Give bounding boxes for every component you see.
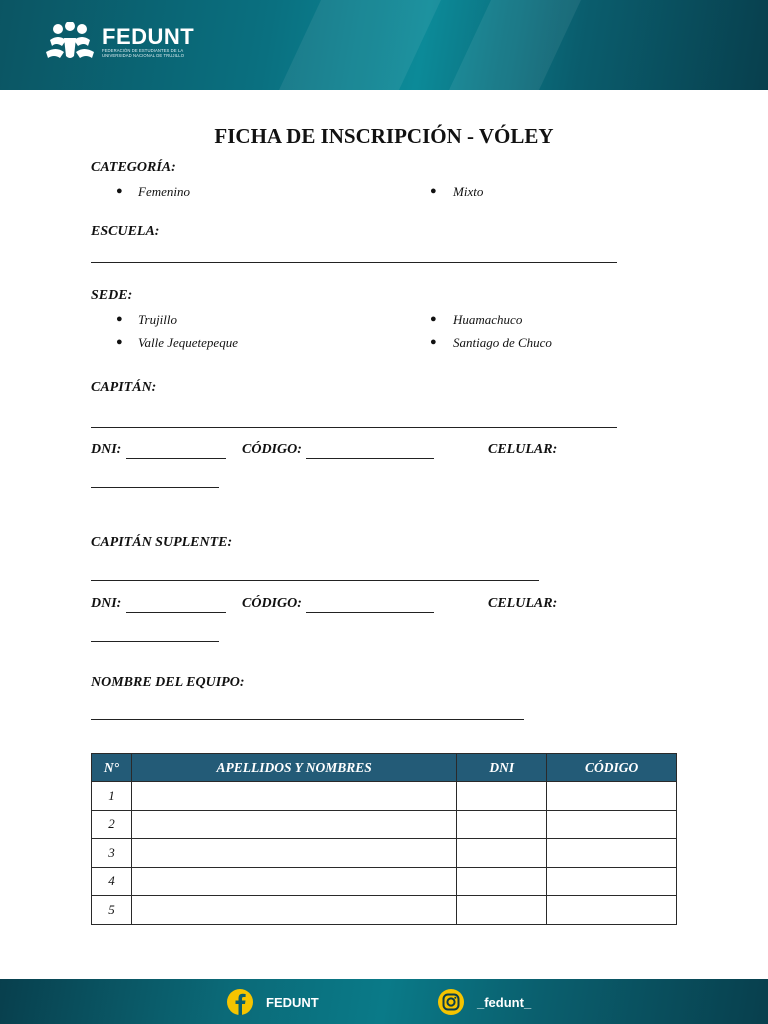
- header-apellidos-nombres: APELLIDOS Y NOMBRES: [131, 754, 456, 782]
- facebook-link[interactable]: [223, 988, 319, 1016]
- sede-label: SEDE:: [91, 288, 133, 303]
- facebook-handle: FEDUNT: [266, 994, 319, 1010]
- fedunt-logo-icon: [44, 22, 96, 62]
- capitan-dni-field[interactable]: [126, 458, 226, 459]
- capitan-dni-label: DNI:: [91, 442, 122, 457]
- name-cell[interactable]: [131, 867, 456, 896]
- table-row: [92, 839, 677, 868]
- dni-cell[interactable]: [457, 896, 547, 925]
- name-cell[interactable]: [131, 896, 456, 925]
- capitan-codigo-label: CÓDIGO:: [242, 442, 302, 457]
- facebook-icon: [223, 988, 257, 1016]
- page-title: FICHA DE INSCRIPCIÓN - VÓLEY: [214, 124, 554, 148]
- categoria-option-femenino[interactable]: Femenino: [138, 184, 190, 199]
- suplente-codigo-field[interactable]: [306, 612, 434, 613]
- logo-subtitle-line2: UNIVERSIDAD NACIONAL DE TRUJILLO: [102, 53, 185, 58]
- codigo-cell[interactable]: [547, 839, 677, 868]
- table-row: [92, 896, 677, 925]
- logo-subtitle-line1: FEDERACIÓN DE ESTUDIANTES DE LA: [102, 48, 184, 53]
- suplente-codigo-label: CÓDIGO:: [242, 596, 302, 611]
- dni-cell[interactable]: [457, 810, 547, 839]
- instagram-handle: _fedunt_: [477, 994, 532, 1010]
- capitan-name-field[interactable]: [91, 427, 617, 428]
- instagram-icon: [434, 988, 468, 1016]
- row-number: 2: [92, 810, 132, 839]
- header-codigo: CÓDIGO: [547, 754, 677, 782]
- escuela-field[interactable]: [91, 262, 617, 263]
- members-table: [91, 753, 677, 925]
- sede-option-trujillo[interactable]: Trujillo: [138, 312, 178, 327]
- capitan-suplente-name-field[interactable]: [91, 580, 539, 581]
- categoria-option-mixto[interactable]: Mixto: [453, 184, 484, 199]
- escuela-label: ESCUELA:: [91, 224, 160, 239]
- row-number: 4: [92, 867, 132, 896]
- codigo-cell[interactable]: [547, 896, 677, 925]
- footer-banner: [0, 979, 768, 1024]
- dni-cell[interactable]: [457, 867, 547, 896]
- capitan-codigo-field[interactable]: [306, 458, 434, 459]
- codigo-cell[interactable]: [547, 782, 677, 811]
- row-number: 3: [92, 839, 132, 868]
- row-number: 1: [92, 782, 132, 811]
- header-decoration: [279, 0, 441, 90]
- logo-name: FEDUNT: [102, 24, 195, 49]
- suplente-dni-field[interactable]: [126, 612, 226, 613]
- table-header-row: [92, 754, 677, 782]
- sede-option-huamachuco[interactable]: Huamachuco: [453, 312, 523, 327]
- fedunt-logo: [44, 22, 194, 62]
- row-number: 5: [92, 896, 132, 925]
- instagram-link[interactable]: [434, 988, 531, 1016]
- suplente-celular-field[interactable]: [91, 641, 219, 642]
- codigo-cell[interactable]: [547, 810, 677, 839]
- suplente-dni-label: DNI:: [91, 596, 122, 611]
- bullet-icon: ●: [116, 336, 123, 348]
- capitan-label: CAPITÁN:: [91, 380, 157, 395]
- bullet-icon: ●: [116, 185, 123, 197]
- capitan-suplente-label: CAPITÁN SUPLENTE:: [91, 535, 233, 550]
- capitan-celular-field[interactable]: [91, 487, 219, 488]
- nombre-equipo-label: NOMBRE DEL EQUIPO:: [91, 675, 245, 690]
- header-banner: [0, 0, 768, 90]
- bullet-icon: ●: [430, 313, 437, 325]
- bullet-icon: ●: [430, 336, 437, 348]
- nombre-equipo-field[interactable]: [91, 719, 524, 720]
- sede-option-valle-jequetepeque[interactable]: Valle Jequetepeque: [138, 335, 238, 350]
- sede-option-santiago-de-chuco[interactable]: Santiago de Chuco: [453, 335, 552, 350]
- capitan-celular-label: CELULAR:: [488, 442, 558, 457]
- table-row: [92, 810, 677, 839]
- bullet-icon: ●: [430, 185, 437, 197]
- name-cell[interactable]: [131, 810, 456, 839]
- dni-cell[interactable]: [457, 782, 547, 811]
- codigo-cell[interactable]: [547, 867, 677, 896]
- categoria-label: CATEGORÍA:: [91, 160, 176, 175]
- table-row: [92, 867, 677, 896]
- suplente-celular-label: CELULAR:: [488, 596, 558, 611]
- table-row: [92, 782, 677, 811]
- header-number: N°: [92, 754, 132, 782]
- header-decoration: [449, 0, 581, 90]
- name-cell[interactable]: [131, 839, 456, 868]
- bullet-icon: ●: [116, 313, 123, 325]
- header-dni: DNI: [457, 754, 547, 782]
- name-cell[interactable]: [131, 782, 456, 811]
- dni-cell[interactable]: [457, 839, 547, 868]
